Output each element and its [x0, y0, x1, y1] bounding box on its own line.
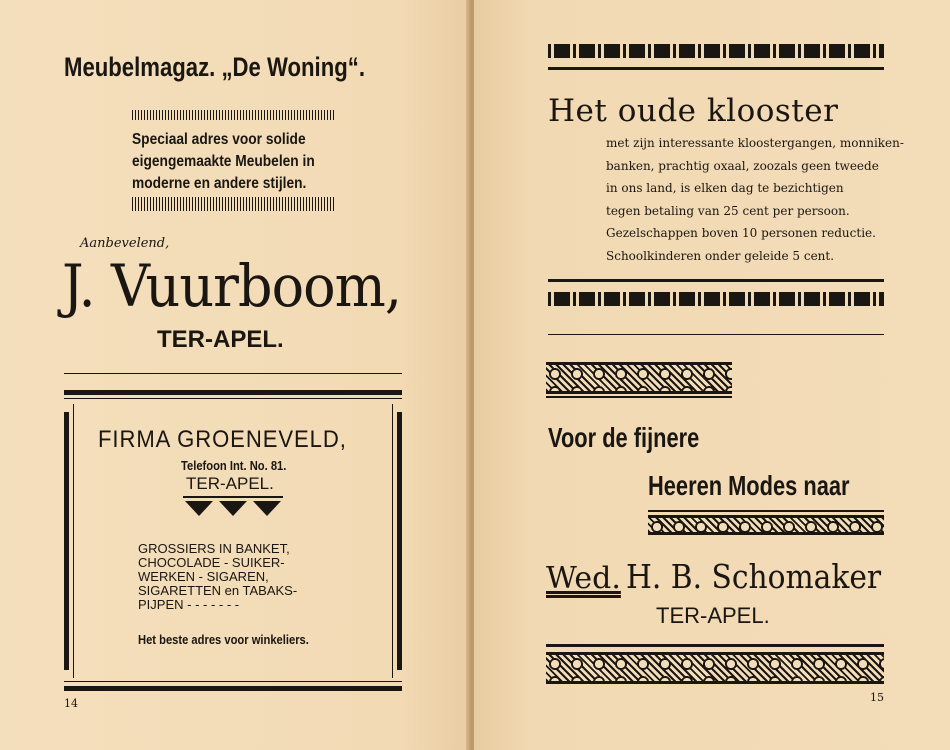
groeneveld-frame-top — [64, 390, 402, 395]
groeneveld-firm: FIRMA GROENEVELD, — [98, 426, 347, 453]
schomaker-floral-mid-rule — [648, 510, 884, 512]
schomaker-name: H. B. Schomaker — [626, 557, 882, 596]
groeneveld-goods-2: CHOCOLADE - SUIKER- — [138, 555, 285, 570]
woning-line-2: eigengemaakte Meubelen in — [132, 153, 315, 170]
schomaker-line-1: Voor de fijnere — [548, 422, 700, 453]
klooster-line-1: met zijn interessante kloostergangen, monniken- — [606, 136, 904, 150]
schomaker-floral-bottom — [546, 652, 884, 684]
groeneveld-frame-left-thin — [73, 404, 74, 678]
klooster-line-3: in ons land, is elken dag te bezichtigen — [606, 181, 844, 195]
klooster-text — [606, 132, 904, 267]
schomaker-prefix: Wed. — [546, 561, 621, 596]
groeneveld-frame-bottom — [64, 686, 402, 691]
klooster-line-2: banken, prachtig oxaal, zoozals geen tweede — [606, 158, 879, 173]
separator-right — [548, 334, 884, 335]
groeneveld-goods-3: WERKEN - SIGAREN, — [138, 569, 269, 584]
groeneveld-frame-right-thin — [392, 404, 393, 678]
right-page — [474, 0, 950, 750]
groeneveld-tagline: Het beste adres voor winkeliers. — [138, 632, 309, 647]
groeneveld-town: TER-APEL. — [186, 474, 274, 493]
groeneveld-frame-right — [397, 412, 402, 670]
klooster-top-rule — [548, 67, 884, 70]
woning-line-1: Speciaal adres voor solide — [132, 131, 306, 148]
woning-top-border — [132, 110, 334, 120]
groeneveld-goods-1: GROSSIERS IN BANKET, — [138, 541, 290, 556]
schomaker-floral-top — [546, 362, 732, 394]
schomaker-line-2: Heeren Modes naar — [648, 470, 850, 501]
vuurboom-salutation: Aanbevelend, — [80, 236, 170, 251]
vuurboom-name: J. Vuurboom, — [62, 252, 402, 320]
woning-bottom-border — [132, 197, 334, 211]
klooster-line-4: tegen betaling van 25 cent per persoon. — [606, 203, 850, 218]
vuurboom-town: TER-APEL. — [157, 326, 284, 353]
schomaker-bottom-rule — [546, 644, 884, 647]
groeneveld-frame-left — [64, 412, 69, 670]
klooster-title: Het oude klooster — [548, 93, 839, 129]
klooster-bottom-rule — [548, 279, 884, 282]
page-number-left: 14 — [64, 697, 78, 710]
groeneveld-phone: Telefoon Int. No. 81. — [181, 458, 287, 473]
groeneveld-frame-top-thin — [64, 398, 402, 399]
page-number-right: 15 — [870, 691, 884, 704]
klooster-bottom-border — [548, 292, 884, 306]
klooster-line-5: Gezelschappen boven 10 personen reductie. — [606, 226, 876, 240]
groeneveld-ornament — [183, 496, 283, 518]
schomaker-floral-mid — [648, 515, 884, 535]
separator-left — [64, 373, 402, 374]
schomaker-floral-top-rule — [546, 396, 732, 398]
left-page — [0, 0, 470, 750]
klooster-top-border — [548, 44, 884, 58]
woning-line-3: moderne en andere stijlen. — [132, 175, 307, 192]
schomaker-town: TER-APEL. — [656, 603, 770, 628]
groeneveld-goods-4: SIGARETTEN en TABAKS- — [138, 583, 298, 598]
groeneveld-frame-bottom-thin — [64, 681, 402, 682]
groeneveld-goods-5: PIJPEN - - - - - - - — [138, 597, 240, 612]
woning-title: Meubelmagaz. „De Woning“. — [64, 52, 365, 82]
klooster-line-6: Schoolkinderen onder geleide 5 cent. — [606, 248, 835, 263]
